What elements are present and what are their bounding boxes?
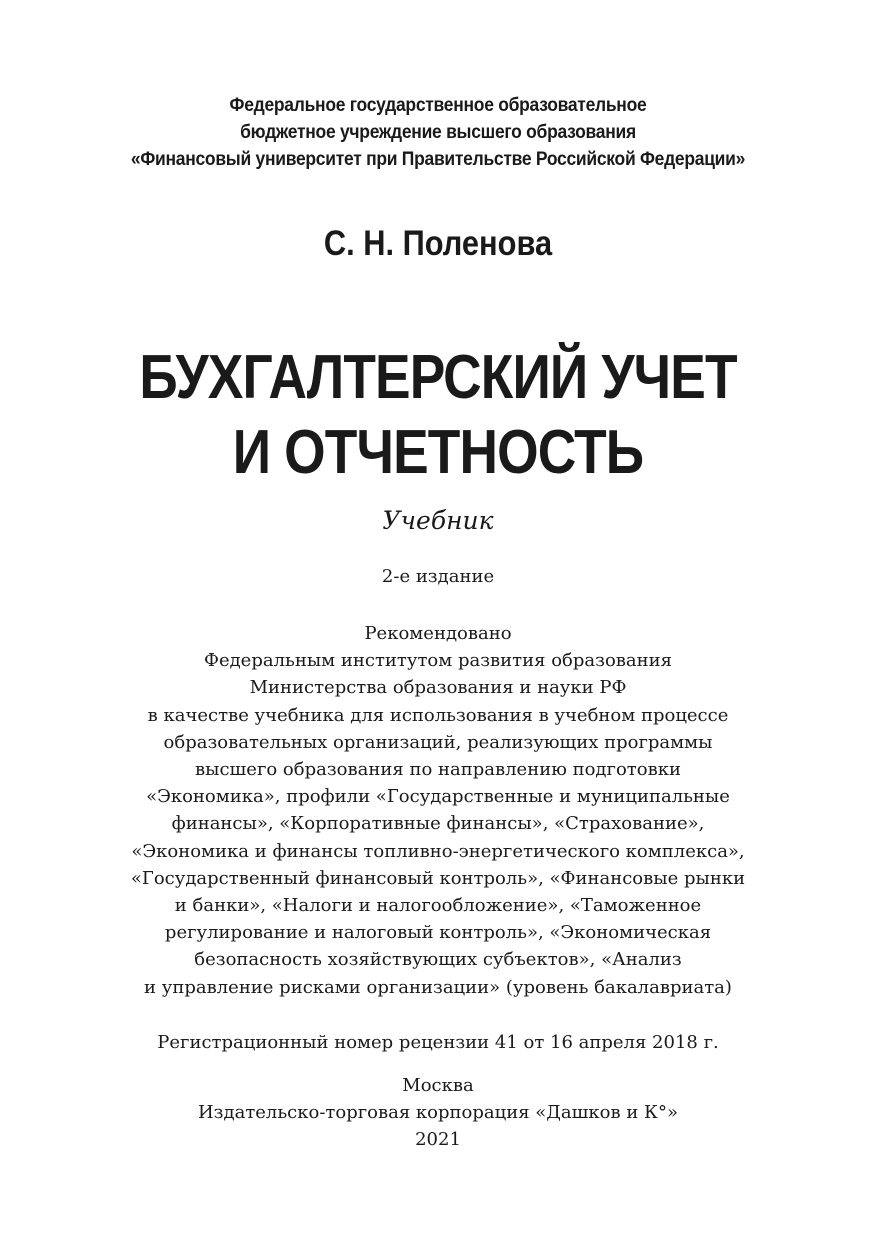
recommendation-line: Министерства образования и науки РФ [249,677,627,699]
publisher-imprint [0,1072,876,1153]
author-name: С. Н. Поленова [323,224,553,263]
recommendation-line: в качестве учебника для использования в учебном процессе [147,704,729,726]
recommendation-line: и управление рисками организации» (уровень бакалавриата) [144,976,732,998]
recommendation-line: «Государственный финансовый контроль», «Финансовые рынки [130,867,746,889]
recommendation-block [0,620,876,1001]
institution-line: Федеральное государственное образовательное [229,95,647,116]
book-title [61,340,814,490]
recommendation-line: «Экономика и финансы топливно-энергетического комплекса», [131,840,745,862]
recommendation-line: «Экономика», профили «Государственные и муниципальные [146,786,730,808]
publication-year: 2021 [415,1129,461,1150]
edition-label: 2-е издание [381,566,495,587]
title-line: БУХГАЛТЕРСКИЙ УЧЕТ [139,343,737,412]
recommendation-line: безопасность хозяйствующих субъектов», «Анализ [194,949,682,971]
institution-line: «Финансовый университет при Правительстве Российской Федерации» [130,149,746,170]
book-type: Учебник [382,506,494,535]
institution-line: бюджетное учреждение высшего образования [240,122,636,143]
recommendation-line: высшего образования по направлению подготовки [195,759,681,781]
recommendation-line: и банки», «Налоги и налогообложение», «Таможенное [174,895,702,917]
recommendation-line: образовательных организаций, реализующих программы [163,731,713,753]
recommendation-line: Федеральным институтом развития образования [204,650,672,672]
institution-name [35,92,841,173]
publisher-name: Издательско-торговая корпорация «Дашков и К°» [197,1102,678,1123]
recommendation-line: регулирование и налоговый контроль», «Экономическая [164,922,712,944]
publisher-city: Москва [402,1075,474,1096]
recommendation-line: финансы», «Корпоративные финансы», «Страхование», [171,813,705,835]
review-registration-number: Регистрационный номер рецензии 41 от 16 апреля 2018 г. [157,1032,719,1053]
recommendation-line: Рекомендовано [364,623,512,644]
title-line: И ОТЧЕТНОСТЬ [232,418,644,487]
